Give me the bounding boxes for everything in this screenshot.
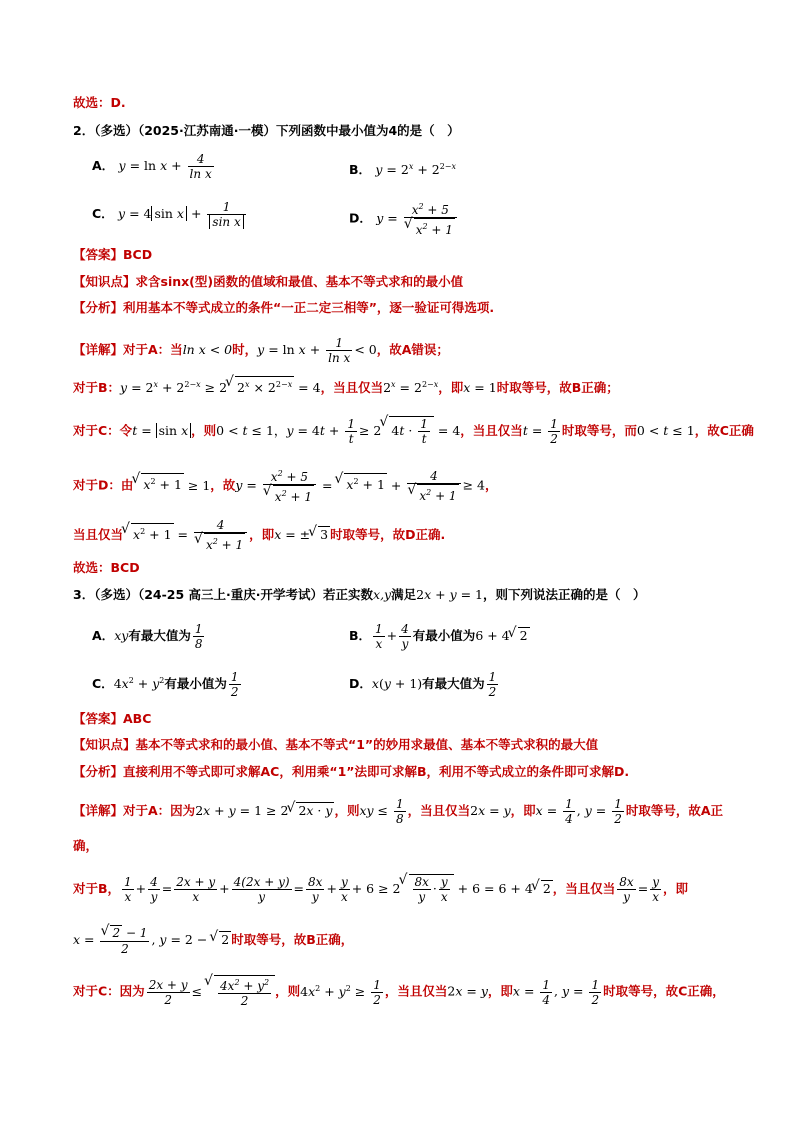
q3-option-a: A．xy有最大值为 $\frac{1}{8}$ (92, 622, 203, 651)
option-c-label: C． (92, 206, 114, 221)
q2-option-c: C． y = 4 sin x + $\frac{1}{\text{sin x}}$ (92, 200, 248, 229)
q2-detail-b: 对于B：$y = 2^x + 2^{2-x} \ge 2√$ $2^x \times 2^{2-x} = 4$，当且仅当$2^x = 2^{2-x}$，即x = 1时取等号，故B正确； (73, 375, 619, 398)
q2-detail-a: 【详解】对于A：当ln x < 0时，y = ln x + $\frac{1}{\text{ln x}}$ < 0，故A错误； (73, 336, 449, 365)
option-b-label: B． (349, 162, 372, 178)
q2-select: 故选：BCD (73, 560, 140, 575)
option-d-label: D． (349, 210, 372, 226)
q3-option-c: C．$4x^2 + y^2$有最小值为 $\frac{1}{2}$ (92, 670, 239, 699)
q2-stem: 2．（多选）（2025·江苏南通·一模）下列函数中最小值为4的是（ ） (73, 123, 460, 138)
option-a-label: A． (92, 158, 115, 173)
q2-option-b: B． $y = 2^x + 2^{2-x}$ (349, 162, 457, 178)
q3-answer: 【答案】ABC (73, 711, 152, 726)
q2-answer: 【答案】BCD (73, 247, 153, 262)
q3-detail-b: 对于B， $\frac{1}{x}$ + $\frac{4}{y}$ = $\frac{2x + y}{x}$ + $\frac{4(2x + y)}{y}$ = $\frac{8x}{y}$ + $\frac{y}{x}$ + 6 ≥ 2 √ $\frac{8x}{y}$ · $\frac{y}{x}$ + 6 = 6 + 4√ 2 ，当且仅当 $\frac{8x}{y}$ = $\frac{y}{x}$ ，即 (73, 874, 688, 904)
q3-analysis: 【分析】直接利用不等式即可求解AC，利用乘“1”法即可求解B，利用不等式成立的条件即可求解D. (73, 764, 630, 779)
q3-option-b: B． $\frac{1}{x}$ + $\frac{4}{y}$ 有最小值为6 + 4√ 2 (349, 622, 530, 651)
q3-option-d: D．x(y + 1)有最大值为 $\frac{1}{2}$ (349, 670, 497, 699)
q3-stem: 3．（多选）（24-25 高三上·重庆·开学考试）若正实数x,y满足2x + y = 1，则下列说法正确的是（ ） (73, 587, 646, 602)
q2-option-a: A． y = ln x + $\frac{4}{\text{ln x}}$ (92, 152, 212, 181)
q2-detail-d2: 当且仅当√ $x^2 + 1$ = 4 √ $x^2 + 1$ ，即x = ±√ 3 时取等号，故D正确. (73, 518, 445, 553)
select-answer-previous: 故选：D. (73, 95, 126, 110)
q3-detail-c: 对于C：因为 $\frac{2x + y}{2}$ ≤ √ $\frac{4x^2 + y^2}{2}$ ，则$4x^2 + y^2$ ≥ $\frac{1}{2}$ ，当且仅当2x = y，即x = $\frac{1}{4}$ , y = $\frac{1}{2}$ 时取等号，故C正确， (73, 975, 725, 1008)
q2-analysis: 【分析】利用基本不等式成立的条件“一正二定三相等”，逐一验证可得选项. (73, 300, 495, 315)
q3-knowledge: 【知识点】基本不等式求和的最小值、基本不等式“1”的妙用求最值、基本不等式求积的最大值 (73, 737, 599, 752)
q3-detail-a-cont: 确， (73, 838, 99, 853)
q2-detail-d: 对于D：由√ $x^2 + 1 \ge 1$，故y = $x^2 + 5$ √ $x^2 + 1$ = √ $x^2 + 1$ + 4 √ $x^2 + 1$ ≥ 4， (73, 467, 498, 505)
q2-knowledge: 【知识点】求含sinx(型)函数的值域和最值、基本不等式求和的最小值 (73, 274, 464, 289)
q3-detail-b2: x = √ $\frac{2 - 1}{2}$ , y = 2 − √ 2 时取等号，故B正确， (73, 925, 353, 956)
q2-option-d: D． y = $x^2 + 5$ √ $x^2 + 1$ (349, 200, 459, 238)
q3-detail-a: 【详解】对于A：因为2x + y = 1 ≥ 2√ 2x · y ，则xy ≤ $\frac{1}{8}$ ，当且仅当2x = y，即x = $\frac{1}{4}$ , y = $\frac{1}{2}$ 时取等号，故A正 (73, 797, 723, 826)
q2-detail-c: 对于C：令t = sin x ，则0 < t ≤ 1，y = 4t + $\frac{1}{t}$ ≥ 2√ 4t · $\frac{1}{t}$ = 4，当且仅当t = $\frac{1}{2}$ 时取等号，而0 < t ≤ 1，故C正确 (73, 416, 754, 446)
